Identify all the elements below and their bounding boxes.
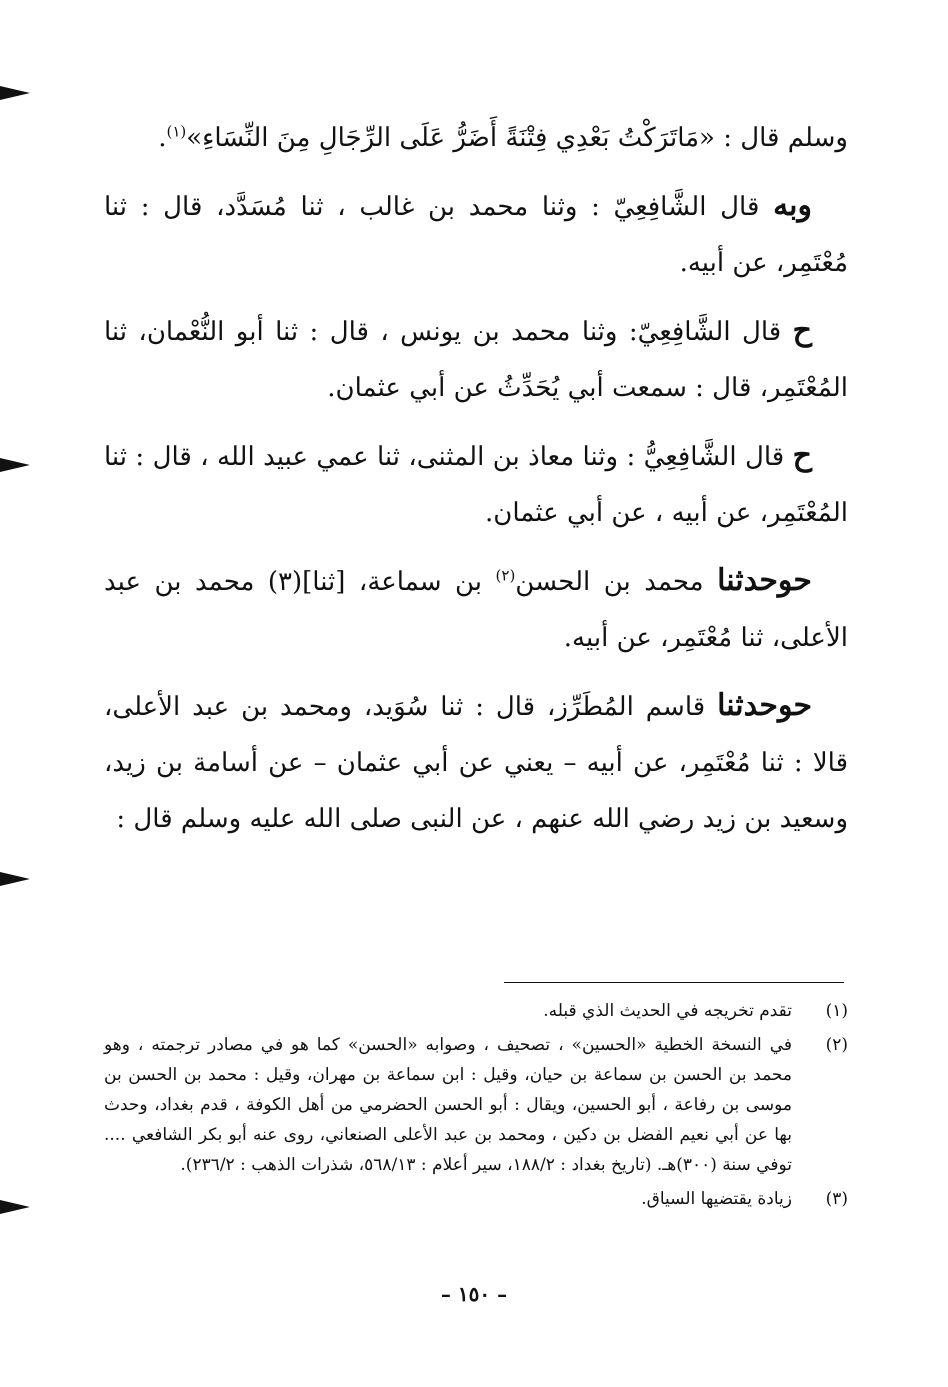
paragraph-5-text-after: بن سماعة، [ثنا](٣) محمد بن عبد الأعلى، ثنا مُعْتَمِر، عن أبيه. [104,567,848,653]
paragraph-2 [104,178,848,291]
footnotes [104,996,848,1218]
footnote-3-text: زيادة يقتضيها السياق. [641,1189,792,1209]
paragraph-1 [104,110,848,166]
footnote-2 [104,1030,848,1180]
footnote-ref-1[interactable]: (١) [166,122,187,141]
paragraph-6-lead: حوحدثنا [717,688,812,723]
scan-edge-mark-4 [0,1200,30,1214]
paragraph-3 [104,303,848,416]
scan-edge-mark-2 [0,458,30,472]
paragraph-4 [104,428,848,541]
paragraph-2-text: قال الشَّافِعِيّ : وثنا محمد بن غالب ، ثنا مُسَدَّد، قال : ثنا مُعْتَمِر، عن أبيه. [104,192,848,278]
paragraph-2-lead: وبه [773,188,812,223]
footnote-1 [104,996,848,1026]
paragraph-3-lead: ح [792,313,812,348]
footnote-ref-2[interactable]: (٢) [495,566,516,585]
paragraph-4-lead: ح [792,438,812,473]
footnote-divider [504,982,844,983]
footnote-1-number: (١) [825,1001,848,1021]
footnote-3-number: (٣) [825,1189,848,1209]
footnote-2-number: (٢) [825,1035,848,1055]
paragraph-4-text: قال الشَّافِعِيُّ : وثنا معاذ بن المثنى، ثنا عمي عبيد الله ، قال : ثنا المُعْتَمِر، عن أبيه ، عن أبي عثمان. [104,442,848,528]
paragraph-6 [104,678,848,847]
page-number: – ١٥٠ – [440,1282,508,1306]
footnote-2-text: في النسخة الخطية «الحسين» ، تصحيف ، وصوابه «الحسن» كما هو في مصادر ترجمته ، وهو محمد بن الحسن بن سماعة بن حيان، وقيل : ابن سماعة بن مهران، وقيل : محمد بن الحسن بن موسى بن رفاعة ، أبو الحسين، ويقال : أبو الحسن الحضرمي من أهل الكوفة ، قدم بغداد، وحدث بها عن أبي نعيم الفضل بن دكين ، ومحمد بن عبد الأعلى الصنعاني، روى عنه أبو بكر الشافعي .... توفي سنة (٣٠٠)هـ. (تاريخ بغداد : ١٨٨/٢، سير أعلام : ٥٦٨/١٣، شذرات الذهب : ٢٣٦/٢). [104,1035,792,1175]
paragraph-1-end: . [158,123,167,153]
paragraph-3-text: قال الشَّافِعِيّ: وثنا محمد بن يونس ، قال : ثنا أبو النُّعْمان، ثنا المُعْتَمِر، قال : سمعت أبي يُحَدِّثُ عن أبي عثمان. [104,317,848,403]
footnote-1-text: تقدم تخريجه في الحديث الذي قبله. [543,1001,792,1021]
paragraph-5 [104,553,848,666]
paragraph-5-text: محمد بن الحسن [515,567,718,597]
scan-edge-mark-3 [0,872,30,886]
paragraph-6-text: قاسم المُطَرِّز، قال : ثنا سُوَيد، ومحمد بن عبد الأعلى، قالا : ثنا مُعْتَمِر، عن أبيه – يعني عن أبي عثمان – عن أسامة بن زيد، وسعيد بن زيد رضي الله عنهم ، عن النبى صلى الله عليه وسلم قال : [104,692,848,834]
scan-edge-mark-1 [0,86,30,100]
paragraph-1-text: وسلم قال : «مَاتَرَكْتُ بَعْدِي فِتْنَةً أَضَرُّ عَلَى الرِّجَالِ مِنَ النِّسَاءِ» [186,123,848,153]
main-text [104,110,848,859]
footnote-3 [104,1184,848,1214]
paragraph-5-lead: حوحدثنا [717,563,812,598]
